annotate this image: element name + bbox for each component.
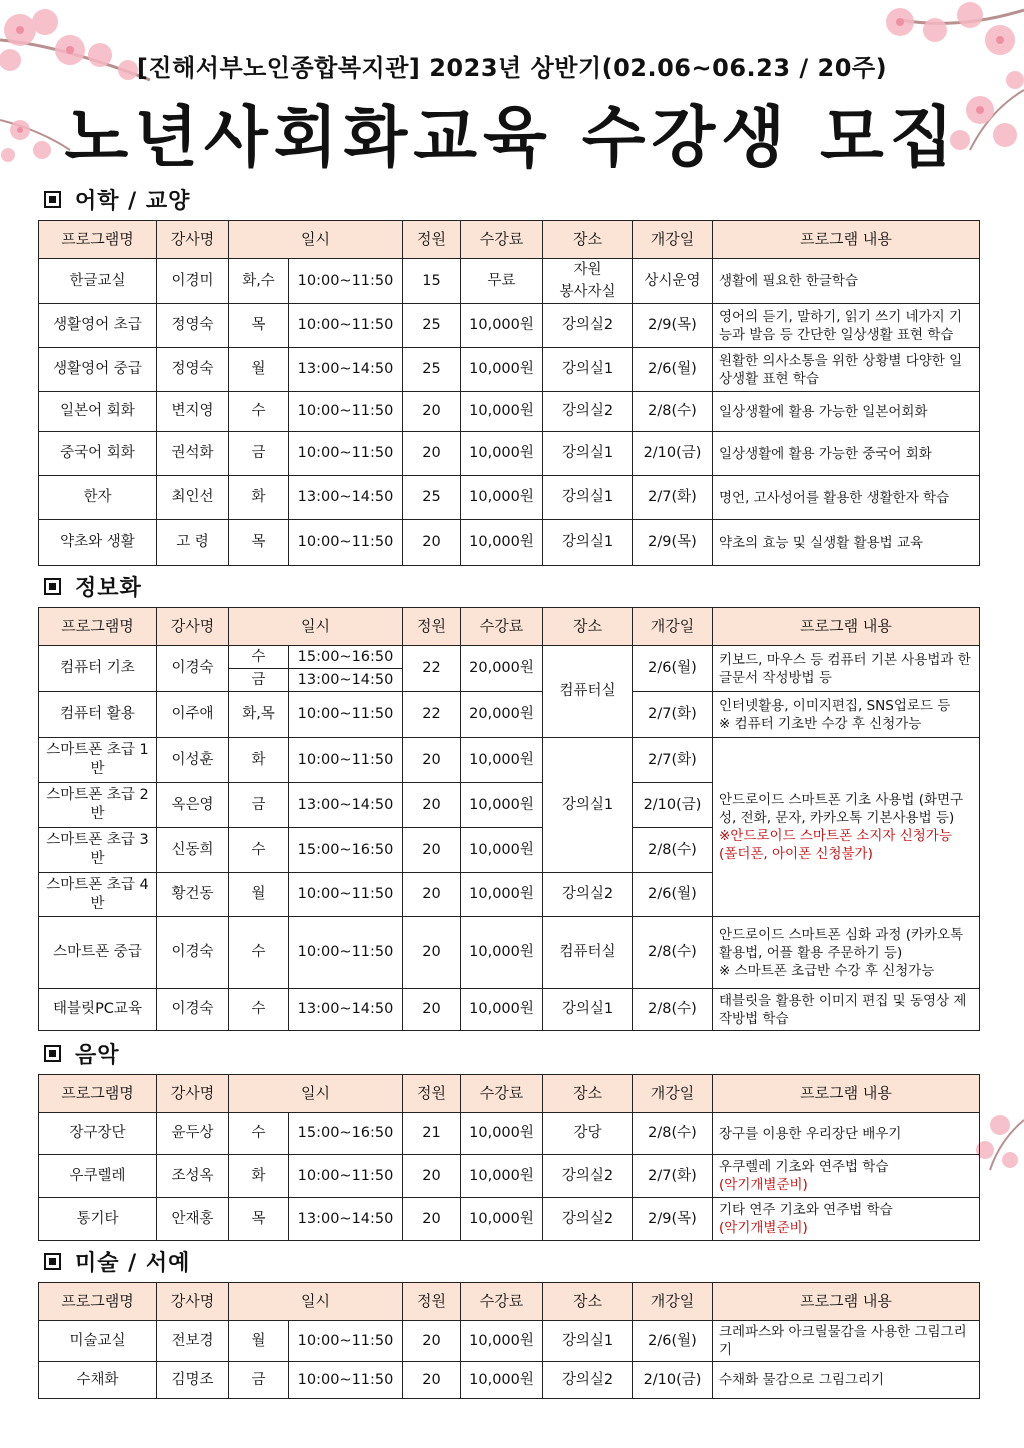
table-row: 한자 최인선 화 13:00~14:50 25 10,000원 강의실1 2/7(화) 명언, 고사성어를 활용한 생활한자 학습 [39, 476, 980, 520]
table-row: 수채화 김명조 금 10:00~11:50 20 10,000원 강의실2 2/10(금) 수채화 물감으로 그림그리기 [39, 1362, 980, 1399]
table-row: 스마트폰 초급 4반 황건동 월 10:00~11:50 20 10,000원 강의실2 2/6(월) [39, 873, 980, 917]
section-heading-music: 음악 [44, 1038, 120, 1068]
info-table [38, 607, 980, 1031]
table-row: 통기타 안재홍 목 13:00~14:50 20 10,000원 강의실2 2/9(목) 기타 연주 기초와 연주법 학습 (악기개별준비) [39, 1198, 980, 1241]
table-row: 컴퓨터 기초 이경숙 수 15:00~16:50 22 20,000원 컴퓨터실 2/6(월) 키보드, 마우스 등 컴퓨터 기본 사용법과 한글문서 작성방법 등 [39, 646, 980, 669]
table-row: 약초와 생활 고 령 목 10:00~11:50 20 10,000원 강의실1 2/9(목) 약초의 효능 및 실생활 활용법 교육 [39, 520, 980, 566]
table-row: 스마트폰 초급 2반 옥은영 금 13:00~14:50 20 10,000원 2/10(금) [39, 783, 980, 828]
table-row: 일본어 회화 변지영 수 10:00~11:50 20 10,000원 강의실2 2/8(수) 일상생활에 활용 가능한 일본어회화 [39, 392, 980, 432]
music-table [38, 1074, 980, 1241]
table-row: 태블릿PC교육 이경숙 수 13:00~14:50 20 10,000원 강의실1 2/8(수) 태블릿을 활용한 이미지 편집 및 동영상 제작방법 학습 [39, 989, 980, 1031]
square-bullet-icon [44, 578, 61, 595]
table-header-row: 프로그램명 강사명 일시 정원 수강료 장소 개강일 프로그램 내용 [39, 221, 980, 259]
table-row: 한글교실 이경미 화,수 10:00~11:50 15 무료 자원 봉사자실 상시운영 생활에 필요한 한글학습 [39, 259, 980, 304]
page-subtitle: [진해서부노인종합복지관] 2023년 상반기(02.06~06.23 / 20주) [136, 54, 888, 82]
section-heading-language: 어학 / 교양 [44, 184, 190, 214]
table-header-row: 프로그램명 강사명 일시 정원 수강료 장소 개강일 프로그램 내용 [39, 1075, 980, 1113]
table-row: 생활영어 중급 정영숙 월 13:00~14:50 25 10,000원 강의실1 2/6(월) 원활한 의사소통을 위한 상황별 다양한 일상생활 표현 학습 [39, 348, 980, 392]
table-row: 우쿠렐레 조성옥 화 10:00~11:50 20 10,000원 강의실2 2/7(화) 우쿠렐레 기초와 연주법 학습 (악기개별준비) [39, 1155, 980, 1198]
table-row: 금 13:00~14:50 [39, 669, 980, 692]
table-row: 스마트폰 초급 1반 이성훈 화 10:00~11:50 20 10,000원 강의실1 2/7(화) 안드로이드 스마트폰 기초 사용법 (화면구성, 전화, 문자, 카카오톡 기본사용법 등) ※안드로이드 스마트폰 소지자 신청가능 (폴더폰, 아이폰 신청불가) [39, 738, 980, 783]
section-heading-art: 미술 / 서예 [44, 1246, 190, 1276]
art-table [38, 1282, 980, 1399]
square-bullet-icon [44, 1253, 61, 1270]
square-bullet-icon [44, 191, 61, 208]
table-row: 컴퓨터 활용 이주애 화,목 10:00~11:50 22 20,000원 2/7(화) 인터넷활용, 이미지편집, SNS업로드 등 ※ 컴퓨터 기초반 수강 후 신청가능 [39, 692, 980, 738]
language-table [38, 220, 980, 566]
table-header-row: 프로그램명 강사명 일시 정원 수강료 장소 개강일 프로그램 내용 [39, 1283, 980, 1321]
table-row: 생활영어 초급 정영숙 목 10:00~11:50 25 10,000원 강의실2 2/9(목) 영어의 듣기, 말하기, 읽기 쓰기 네가지 기능과 발음 등 간단한 일상생활 표현 학습 [39, 304, 980, 348]
table-row: 스마트폰 초급 3반 신동희 수 15:00~16:50 20 10,000원 2/8(수) [39, 828, 980, 873]
table-row: 미술교실 전보경 월 10:00~11:50 20 10,000원 강의실1 2/6(월) 크레파스와 아크릴물감을 사용한 그림그리기 [39, 1321, 980, 1362]
square-bullet-icon [44, 1045, 61, 1062]
section-heading-info: 정보화 [44, 571, 142, 601]
table-row: 장구장단 윤두상 수 15:00~16:50 21 10,000원 강당 2/8(수) 장구를 이용한 우리장단 배우기 [39, 1113, 980, 1155]
table-header-row: 프로그램명 강사명 일시 정원 수강료 장소 개강일 프로그램 내용 [39, 608, 980, 646]
table-row: 스마트폰 중급 이경숙 수 10:00~11:50 20 10,000원 컴퓨터실 2/8(수) 안드로이드 스마트폰 심화 과정 (카카오톡 활용법, 어플 활용 주문하기 등) ※ 스마트폰 초급반 수강 후 신청가능 [39, 917, 980, 989]
table-row: 중국어 회화 권석화 금 10:00~11:50 20 10,000원 강의실1 2/10(금) 일상생활에 활용 가능한 중국어 회화 [39, 432, 980, 476]
page-title: 노년사회화교육 수강생 모집 [64, 99, 960, 176]
